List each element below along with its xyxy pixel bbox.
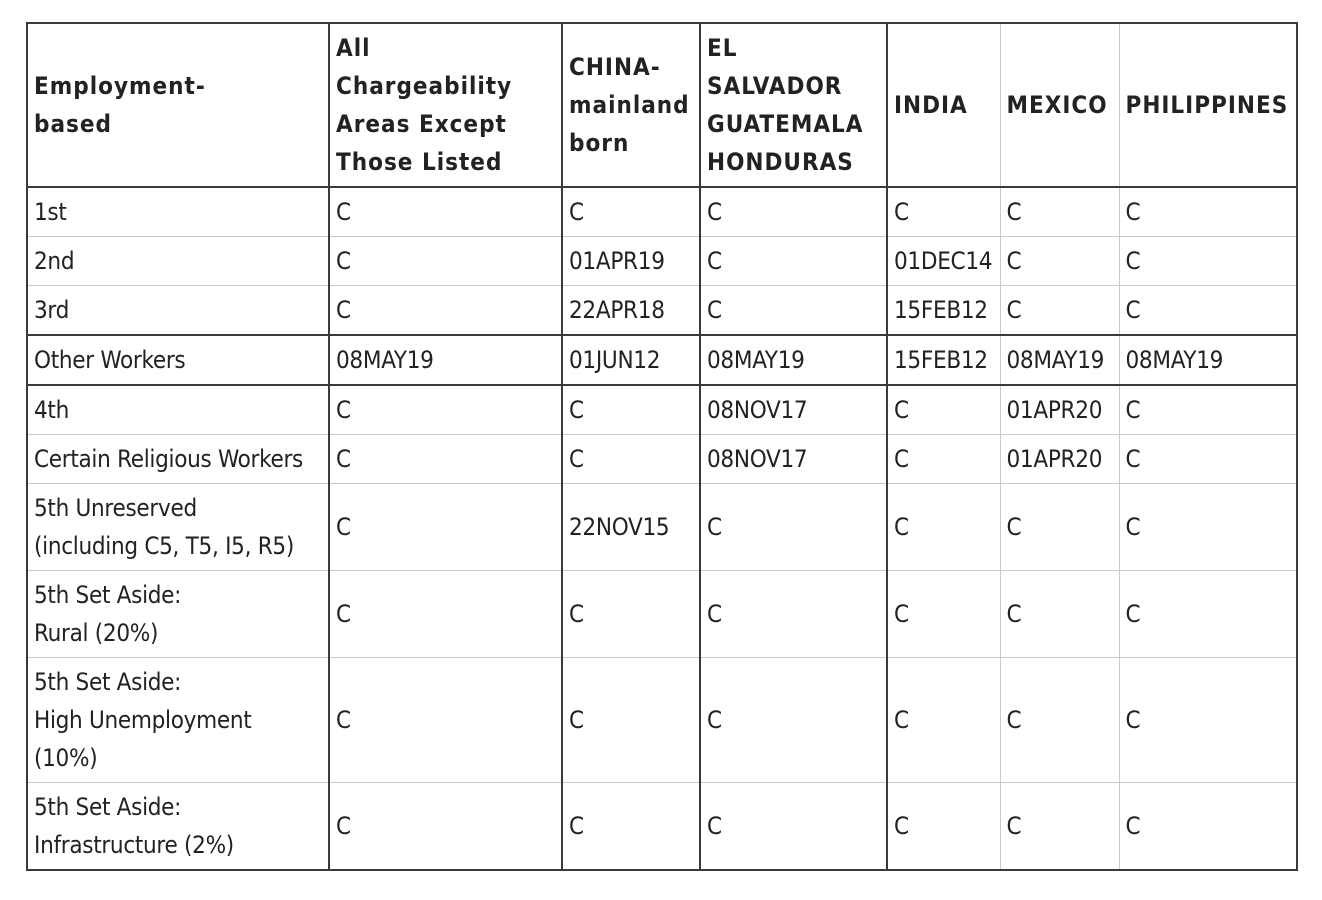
table-cell: C: [1000, 571, 1119, 658]
row-label: [27, 385, 329, 435]
table-row: [27, 571, 1297, 658]
table-cell: C: [887, 571, 1000, 658]
header-text: Chargeability: [336, 72, 513, 100]
table-cell: C: [1000, 237, 1119, 286]
table-cell: C: [700, 286, 887, 336]
table-cell: C: [887, 658, 1000, 783]
header-text: GUATEMALA: [707, 110, 864, 138]
row-label-text: 2nd: [34, 247, 75, 275]
table-cell: 22APR18: [562, 286, 700, 336]
row-label-text: 5th Set Aside:: [34, 581, 182, 609]
table-cell: C: [887, 435, 1000, 484]
row-label: [27, 286, 329, 336]
table-cell: C: [329, 783, 562, 871]
table-cell: 08NOV17: [700, 435, 887, 484]
table-cell: C: [1000, 783, 1119, 871]
table-cell: C: [329, 237, 562, 286]
table-cell: 01DEC14: [887, 237, 1000, 286]
header-china: [562, 23, 700, 187]
row-label: [27, 435, 329, 484]
header-employment-based: [27, 23, 329, 187]
table-row: [27, 385, 1297, 435]
table-cell: C: [1119, 435, 1297, 484]
table-cell: C: [700, 187, 887, 237]
row-label-text: High Unemployment: [34, 706, 252, 734]
header-text: born: [569, 129, 630, 157]
table-row: [27, 286, 1297, 336]
header-text: PHILIPPINES: [1125, 91, 1289, 119]
table-cell: 01APR20: [1000, 435, 1119, 484]
row-label: [27, 335, 329, 385]
table-cell: C: [562, 435, 700, 484]
row-label-text: Rural (20%): [34, 619, 159, 647]
row-label-text: Infrastructure (2%): [34, 831, 234, 859]
header-all-chargeability: [329, 23, 562, 187]
header-el-salvador-guatemala-honduras: [700, 23, 887, 187]
header-text: mainland: [569, 91, 690, 119]
table-cell: C: [329, 484, 562, 571]
table-row: [27, 335, 1297, 385]
row-label: [27, 658, 329, 783]
header-text: Areas Except: [336, 110, 507, 138]
table-cell: C: [887, 783, 1000, 871]
table-cell: 01JUN12: [562, 335, 700, 385]
header-text: All: [336, 34, 371, 62]
row-label-text: Other Workers: [34, 346, 186, 374]
table-cell: C: [1119, 484, 1297, 571]
row-label-text: Certain Religious Workers: [34, 445, 303, 473]
table-cell: C: [1000, 286, 1119, 336]
table-cell: C: [1119, 385, 1297, 435]
table-cell: C: [329, 571, 562, 658]
table-cell: C: [1000, 187, 1119, 237]
header-text: EL: [707, 34, 738, 62]
row-label-text: 3rd: [34, 296, 69, 324]
table-cell: C: [1119, 658, 1297, 783]
table-cell: C: [329, 435, 562, 484]
table-cell: C: [1119, 783, 1297, 871]
table-cell: C: [562, 571, 700, 658]
table-cell: C: [1119, 286, 1297, 336]
table-cell: 08MAY19: [329, 335, 562, 385]
header-text: SALVADOR: [707, 72, 843, 100]
header-text: MEXICO: [1006, 91, 1108, 119]
header-text: based: [34, 110, 112, 138]
header-mexico: [1000, 23, 1119, 187]
header-text: INDIA: [894, 91, 968, 119]
table-cell: 22NOV15: [562, 484, 700, 571]
table-cell: 08NOV17: [700, 385, 887, 435]
table-cell: 01APR19: [562, 237, 700, 286]
header-india: [887, 23, 1000, 187]
table-cell: 08MAY19: [1119, 335, 1297, 385]
table-cell: C: [700, 237, 887, 286]
table-row: [27, 187, 1297, 237]
table-cell: C: [1000, 658, 1119, 783]
table-cell: 08MAY19: [1000, 335, 1119, 385]
table-cell: C: [562, 187, 700, 237]
header-text: HONDURAS: [707, 148, 854, 176]
header-text: Those Listed: [336, 148, 503, 176]
table-cell: C: [1000, 484, 1119, 571]
table-cell: C: [562, 658, 700, 783]
table-row: [27, 435, 1297, 484]
table-cell: C: [887, 187, 1000, 237]
table-row: [27, 484, 1297, 571]
table-cell: C: [700, 484, 887, 571]
table-cell: C: [329, 658, 562, 783]
table-cell: 15FEB12: [887, 286, 1000, 336]
table-cell: C: [329, 385, 562, 435]
table-body: [27, 187, 1297, 870]
header-text: Employment-: [34, 72, 206, 100]
table-cell: C: [700, 783, 887, 871]
table-header: [27, 23, 1297, 187]
visa-bulletin-table: [26, 22, 1298, 871]
row-label: [27, 237, 329, 286]
table-cell: C: [887, 484, 1000, 571]
table-cell: C: [1119, 237, 1297, 286]
table-row: [27, 237, 1297, 286]
table-cell: C: [329, 187, 562, 237]
row-label: [27, 484, 329, 571]
row-label: [27, 571, 329, 658]
table-cell: C: [700, 571, 887, 658]
table-cell: C: [887, 385, 1000, 435]
row-label-text: 5th Unreserved: [34, 494, 197, 522]
table-cell: C: [700, 658, 887, 783]
table-cell: C: [329, 286, 562, 336]
table-cell: C: [562, 385, 700, 435]
header-row: [27, 23, 1297, 187]
row-label-text: 5th Set Aside:: [34, 668, 182, 696]
table-cell: C: [1119, 571, 1297, 658]
row-label-text: (including C5, T5, I5, R5): [34, 532, 294, 560]
table-cell: 15FEB12: [887, 335, 1000, 385]
row-label-text: 4th: [34, 396, 69, 424]
header-philippines: [1119, 23, 1297, 187]
row-label-text: (10%): [34, 744, 98, 772]
table-cell: 08MAY19: [700, 335, 887, 385]
row-label-text: 5th Set Aside:: [34, 793, 182, 821]
table-cell: C: [562, 783, 700, 871]
table-cell: 01APR20: [1000, 385, 1119, 435]
row-label: [27, 783, 329, 871]
table-row: [27, 783, 1297, 871]
row-label: [27, 187, 329, 237]
header-text: CHINA-: [569, 53, 661, 81]
row-label-text: 1st: [34, 198, 67, 226]
table-row: [27, 658, 1297, 783]
table-cell: C: [1119, 187, 1297, 237]
